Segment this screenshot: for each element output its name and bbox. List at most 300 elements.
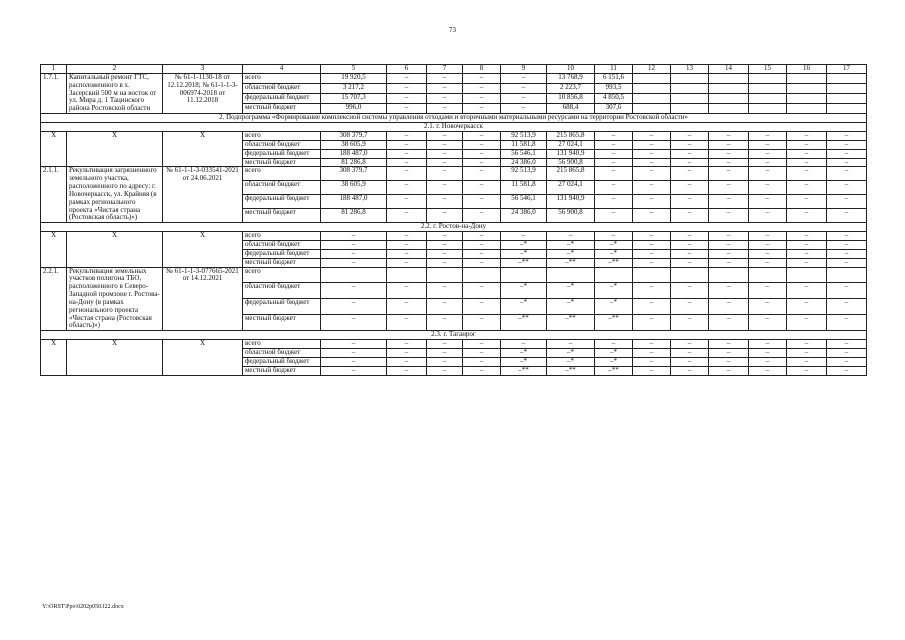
value-cell: 4 850,5 bbox=[595, 94, 633, 104]
value-cell: – bbox=[387, 249, 427, 258]
value-cell: – bbox=[749, 232, 787, 241]
value-cell: – bbox=[387, 283, 427, 299]
value-cell: – bbox=[387, 140, 427, 149]
funding-source-cell: местный бюджет bbox=[243, 366, 321, 375]
value-cell bbox=[749, 267, 787, 283]
value-cell: – bbox=[463, 132, 501, 141]
value-cell: – bbox=[827, 366, 867, 375]
item-name-cell: Х bbox=[67, 340, 163, 375]
value-cell: –* bbox=[501, 241, 547, 250]
value-cell: – bbox=[321, 349, 387, 358]
expertise-doc-cell: № 61-1-1-3-033541-2021 от 24.06.2021 bbox=[163, 167, 243, 223]
value-cell: – bbox=[787, 315, 827, 331]
value-cell bbox=[709, 74, 749, 84]
value-cell: –* bbox=[595, 349, 633, 358]
expertise-doc-cell: № 61-1-1130-18 от 12.12.2018; № 61-1-1-3-006974-2018 от 11.12.2018 bbox=[163, 74, 243, 114]
value-cell bbox=[547, 267, 595, 283]
value-cell: – bbox=[827, 181, 867, 195]
value-cell: – bbox=[787, 283, 827, 299]
value-cell: – bbox=[827, 249, 867, 258]
value-cell: – bbox=[827, 232, 867, 241]
value-cell: – bbox=[787, 258, 827, 267]
item-name-cell: Х bbox=[67, 232, 163, 267]
value-cell: –* bbox=[501, 283, 547, 299]
value-cell bbox=[709, 84, 749, 94]
value-cell bbox=[427, 267, 463, 283]
value-cell: – bbox=[671, 132, 709, 141]
value-cell: – bbox=[463, 181, 501, 195]
value-cell: – bbox=[501, 104, 547, 114]
value-cell bbox=[671, 74, 709, 84]
value-cell: – bbox=[827, 315, 867, 331]
value-cell: – bbox=[427, 349, 463, 358]
value-cell: – bbox=[321, 241, 387, 250]
value-cell: – bbox=[709, 340, 749, 349]
table-row bbox=[41, 74, 867, 84]
item-name-cell: Х bbox=[67, 132, 163, 167]
value-cell: 56 900,8 bbox=[547, 158, 595, 167]
value-cell: – bbox=[633, 132, 671, 141]
value-cell: 688,4 bbox=[547, 104, 595, 114]
value-cell: – bbox=[827, 241, 867, 250]
value-cell: – bbox=[709, 357, 749, 366]
item-number-cell: 1.7.1. bbox=[41, 74, 67, 114]
value-cell: – bbox=[463, 340, 501, 349]
value-cell: –* bbox=[547, 241, 595, 250]
value-cell: –** bbox=[501, 258, 547, 267]
value-cell: 15 707,3 bbox=[321, 94, 387, 104]
value-cell: – bbox=[387, 132, 427, 141]
value-cell: – bbox=[595, 132, 633, 141]
value-cell: – bbox=[671, 349, 709, 358]
table-row bbox=[41, 267, 867, 283]
value-cell: –** bbox=[595, 258, 633, 267]
item-number-cell: Х bbox=[41, 232, 67, 267]
value-cell: – bbox=[749, 357, 787, 366]
value-cell: – bbox=[427, 104, 463, 114]
value-cell bbox=[787, 104, 827, 114]
value-cell: –** bbox=[547, 315, 595, 331]
value-cell: – bbox=[787, 349, 827, 358]
value-cell: – bbox=[595, 340, 633, 349]
value-cell: – bbox=[827, 149, 867, 158]
column-number-cell: 5 bbox=[321, 65, 387, 74]
subprogram-heading-row bbox=[41, 114, 867, 123]
value-cell bbox=[463, 267, 501, 283]
expertise-doc-cell: Х bbox=[163, 340, 243, 375]
value-cell: –* bbox=[547, 299, 595, 315]
value-cell: – bbox=[427, 74, 463, 84]
value-cell: – bbox=[749, 149, 787, 158]
value-cell: – bbox=[321, 366, 387, 375]
value-cell: – bbox=[463, 74, 501, 84]
funding-source-cell: федеральный бюджет bbox=[243, 94, 321, 104]
value-cell: – bbox=[787, 357, 827, 366]
value-cell: – bbox=[633, 181, 671, 195]
value-cell bbox=[787, 267, 827, 283]
city-heading-row bbox=[41, 223, 867, 232]
value-cell: 215 865,8 bbox=[547, 167, 595, 181]
value-cell: – bbox=[787, 249, 827, 258]
value-cell: – bbox=[427, 232, 463, 241]
value-cell: 131 940,9 bbox=[547, 195, 595, 209]
value-cell: – bbox=[387, 158, 427, 167]
column-number-cell: 16 bbox=[787, 65, 827, 74]
city-heading: 2.1. г. Новочеркасск bbox=[41, 123, 867, 132]
value-cell: – bbox=[749, 140, 787, 149]
value-cell: – bbox=[633, 299, 671, 315]
column-number-cell: 17 bbox=[827, 65, 867, 74]
value-cell bbox=[595, 267, 633, 283]
value-cell: – bbox=[427, 84, 463, 94]
value-cell: –* bbox=[501, 357, 547, 366]
funding-source-cell: областной бюджет bbox=[243, 283, 321, 299]
value-cell: – bbox=[547, 232, 595, 241]
value-cell: – bbox=[749, 181, 787, 195]
value-cell: 307,6 bbox=[595, 104, 633, 114]
value-cell bbox=[671, 84, 709, 94]
value-cell: –** bbox=[595, 366, 633, 375]
value-cell bbox=[633, 74, 671, 84]
value-cell: – bbox=[749, 340, 787, 349]
value-cell: –* bbox=[501, 349, 547, 358]
value-cell: – bbox=[709, 232, 749, 241]
value-cell: – bbox=[427, 149, 463, 158]
value-cell: 27 024,1 bbox=[547, 181, 595, 195]
funding-source-cell: местный бюджет bbox=[243, 104, 321, 114]
value-cell: – bbox=[633, 349, 671, 358]
value-cell: 10 856,8 bbox=[547, 94, 595, 104]
funding-source-cell: областной бюджет bbox=[243, 349, 321, 358]
value-cell: – bbox=[749, 349, 787, 358]
value-cell: – bbox=[709, 167, 749, 181]
value-cell: – bbox=[749, 167, 787, 181]
value-cell: – bbox=[709, 140, 749, 149]
value-cell bbox=[827, 104, 867, 114]
value-cell bbox=[671, 94, 709, 104]
value-cell: – bbox=[749, 258, 787, 267]
value-cell: – bbox=[709, 158, 749, 167]
value-cell: – bbox=[321, 357, 387, 366]
table-row bbox=[41, 167, 867, 181]
value-cell: – bbox=[749, 249, 787, 258]
value-cell: – bbox=[709, 209, 749, 223]
item-number-cell: Х bbox=[41, 132, 67, 167]
value-cell: – bbox=[787, 132, 827, 141]
funding-source-cell: местный бюджет bbox=[243, 258, 321, 267]
value-cell bbox=[633, 104, 671, 114]
value-cell: 11 581,8 bbox=[501, 181, 547, 195]
value-cell: – bbox=[463, 241, 501, 250]
value-cell: 19 920,5 bbox=[321, 74, 387, 84]
value-cell: – bbox=[709, 241, 749, 250]
expertise-doc-cell: Х bbox=[163, 132, 243, 167]
value-cell: – bbox=[463, 232, 501, 241]
city-heading: 2.2. г. Ростов-на-Дону bbox=[41, 223, 867, 232]
value-cell: 215 865,8 bbox=[547, 132, 595, 141]
value-cell: – bbox=[709, 283, 749, 299]
value-cell: – bbox=[463, 249, 501, 258]
value-cell: –* bbox=[595, 283, 633, 299]
expertise-doc-cell: № 61-1-1-3-077665-2021 от 14.12.2021 bbox=[163, 267, 243, 331]
value-cell: – bbox=[463, 349, 501, 358]
value-cell bbox=[671, 267, 709, 283]
value-cell: – bbox=[787, 158, 827, 167]
value-cell: – bbox=[787, 241, 827, 250]
value-cell: 993,5 bbox=[595, 84, 633, 94]
table-row bbox=[41, 132, 867, 141]
value-cell: – bbox=[671, 249, 709, 258]
funding-source-cell: местный бюджет bbox=[243, 315, 321, 331]
value-cell: 38 605,9 bbox=[321, 140, 387, 149]
value-cell: – bbox=[749, 366, 787, 375]
value-cell: –** bbox=[501, 366, 547, 375]
value-cell: 996,0 bbox=[321, 104, 387, 114]
value-cell: – bbox=[671, 315, 709, 331]
value-cell bbox=[749, 104, 787, 114]
funding-source-cell: местный бюджет bbox=[243, 209, 321, 223]
value-cell: – bbox=[427, 357, 463, 366]
column-number-row bbox=[41, 65, 867, 74]
value-cell: – bbox=[427, 167, 463, 181]
value-cell: 38 605,9 bbox=[321, 181, 387, 195]
value-cell: –* bbox=[501, 299, 547, 315]
value-cell: 27 024,1 bbox=[547, 140, 595, 149]
column-number-cell: 9 bbox=[501, 65, 547, 74]
value-cell: – bbox=[387, 149, 427, 158]
value-cell bbox=[671, 104, 709, 114]
value-cell: – bbox=[427, 258, 463, 267]
value-cell bbox=[787, 94, 827, 104]
funding-source-cell: федеральный бюджет bbox=[243, 195, 321, 209]
value-cell: – bbox=[827, 258, 867, 267]
value-cell: – bbox=[671, 158, 709, 167]
value-cell: 188 487,0 bbox=[321, 149, 387, 158]
value-cell: – bbox=[321, 315, 387, 331]
value-cell: – bbox=[827, 209, 867, 223]
value-cell: – bbox=[387, 299, 427, 315]
value-cell: – bbox=[387, 340, 427, 349]
value-cell bbox=[827, 94, 867, 104]
value-cell: – bbox=[749, 283, 787, 299]
value-cell: – bbox=[787, 209, 827, 223]
value-cell: 24 386,0 bbox=[501, 209, 547, 223]
value-cell: – bbox=[321, 299, 387, 315]
value-cell: 92 513,9 bbox=[501, 167, 547, 181]
value-cell: –* bbox=[547, 357, 595, 366]
expertise-doc-cell: Х bbox=[163, 232, 243, 267]
value-cell: 308 379,7 bbox=[321, 132, 387, 141]
city-heading-row bbox=[41, 331, 867, 340]
value-cell: – bbox=[671, 258, 709, 267]
value-cell: – bbox=[827, 158, 867, 167]
value-cell: – bbox=[787, 299, 827, 315]
value-cell: – bbox=[671, 140, 709, 149]
value-cell: – bbox=[709, 349, 749, 358]
value-cell: – bbox=[749, 195, 787, 209]
column-number-cell: 3 bbox=[163, 65, 243, 74]
value-cell: – bbox=[787, 232, 827, 241]
value-cell: – bbox=[633, 340, 671, 349]
value-cell: – bbox=[427, 299, 463, 315]
value-cell: – bbox=[671, 283, 709, 299]
value-cell: – bbox=[633, 241, 671, 250]
value-cell: – bbox=[387, 209, 427, 223]
item-name-cell: Рекультивация земельных участков полигона ТБО, расположенного в Северо-Западной промзоне г. Ростова-на-Дону (в рамках регионального проекта «Чистая страна (Ростовская область)») bbox=[67, 267, 163, 331]
funding-source-cell: федеральный бюджет bbox=[243, 249, 321, 258]
value-cell: – bbox=[463, 94, 501, 104]
value-cell: – bbox=[427, 132, 463, 141]
value-cell: – bbox=[787, 181, 827, 195]
value-cell: –* bbox=[595, 299, 633, 315]
value-cell: – bbox=[463, 315, 501, 331]
value-cell: – bbox=[427, 209, 463, 223]
value-cell: – bbox=[671, 366, 709, 375]
column-number-cell: 13 bbox=[671, 65, 709, 74]
value-cell: – bbox=[463, 140, 501, 149]
value-cell: – bbox=[387, 315, 427, 331]
value-cell: – bbox=[709, 195, 749, 209]
value-cell: – bbox=[749, 241, 787, 250]
value-cell: – bbox=[709, 149, 749, 158]
value-cell: 188 487,0 bbox=[321, 195, 387, 209]
value-cell: – bbox=[387, 349, 427, 358]
value-cell: – bbox=[427, 140, 463, 149]
value-cell: – bbox=[427, 283, 463, 299]
value-cell: – bbox=[595, 167, 633, 181]
value-cell: – bbox=[787, 340, 827, 349]
column-number-cell: 2 bbox=[67, 65, 163, 74]
value-cell: – bbox=[671, 167, 709, 181]
table-row bbox=[41, 340, 867, 349]
value-cell: – bbox=[633, 258, 671, 267]
value-cell bbox=[387, 267, 427, 283]
value-cell: – bbox=[463, 366, 501, 375]
value-cell: – bbox=[633, 149, 671, 158]
funding-source-cell: всего bbox=[243, 74, 321, 84]
funding-source-cell: всего bbox=[243, 340, 321, 349]
value-cell bbox=[749, 94, 787, 104]
funding-source-cell: местный бюджет bbox=[243, 158, 321, 167]
value-cell: 81 286,8 bbox=[321, 209, 387, 223]
value-cell: – bbox=[633, 283, 671, 299]
value-cell: – bbox=[387, 94, 427, 104]
value-cell: – bbox=[463, 158, 501, 167]
value-cell: – bbox=[387, 232, 427, 241]
value-cell: – bbox=[749, 315, 787, 331]
value-cell: – bbox=[427, 241, 463, 250]
value-cell bbox=[827, 74, 867, 84]
value-cell bbox=[709, 267, 749, 283]
value-cell: – bbox=[633, 195, 671, 209]
funding-source-cell: федеральный бюджет bbox=[243, 149, 321, 158]
value-cell: 3 217,2 bbox=[321, 84, 387, 94]
value-cell: 92 513,9 bbox=[501, 132, 547, 141]
value-cell: – bbox=[595, 140, 633, 149]
column-number-cell: 4 bbox=[243, 65, 321, 74]
value-cell: – bbox=[427, 340, 463, 349]
value-cell: – bbox=[633, 232, 671, 241]
column-number-cell: 8 bbox=[463, 65, 501, 74]
city-heading-row bbox=[41, 123, 867, 132]
value-cell: – bbox=[749, 209, 787, 223]
value-cell: – bbox=[427, 249, 463, 258]
value-cell: – bbox=[633, 315, 671, 331]
value-cell: 131 940,9 bbox=[547, 149, 595, 158]
value-cell: – bbox=[387, 195, 427, 209]
value-cell: – bbox=[501, 84, 547, 94]
value-cell: – bbox=[501, 232, 547, 241]
value-cell: – bbox=[633, 366, 671, 375]
value-cell: – bbox=[749, 132, 787, 141]
value-cell: – bbox=[463, 149, 501, 158]
value-cell: –* bbox=[501, 249, 547, 258]
value-cell: – bbox=[827, 195, 867, 209]
value-cell: – bbox=[463, 283, 501, 299]
funding-source-cell: областной бюджет bbox=[243, 181, 321, 195]
value-cell: – bbox=[595, 195, 633, 209]
value-cell: – bbox=[321, 340, 387, 349]
value-cell: – bbox=[387, 357, 427, 366]
value-cell bbox=[633, 94, 671, 104]
funding-source-cell: всего bbox=[243, 132, 321, 141]
value-cell: – bbox=[463, 195, 501, 209]
value-cell: – bbox=[827, 167, 867, 181]
value-cell: – bbox=[633, 140, 671, 149]
value-cell: – bbox=[749, 158, 787, 167]
value-cell: – bbox=[709, 132, 749, 141]
value-cell: –** bbox=[547, 258, 595, 267]
value-cell: 11 581,8 bbox=[501, 140, 547, 149]
value-cell bbox=[633, 84, 671, 94]
subprogram-heading: 2. Подпрограмма «Формирование комплексной системы управления отходами и вторичными материальными ресурсами на территории Ростовской области» bbox=[41, 114, 867, 123]
city-heading: 2.3. г. Таганрог bbox=[41, 331, 867, 340]
value-cell: – bbox=[321, 283, 387, 299]
funding-source-cell: федеральный бюджет bbox=[243, 357, 321, 366]
value-cell: – bbox=[827, 299, 867, 315]
value-cell: 56 900,8 bbox=[547, 209, 595, 223]
value-cell: – bbox=[463, 167, 501, 181]
value-cell: –* bbox=[547, 349, 595, 358]
item-number-cell: 2.2.1. bbox=[41, 267, 67, 331]
value-cell: –* bbox=[595, 357, 633, 366]
column-number-cell: 6 bbox=[387, 65, 427, 74]
value-cell bbox=[787, 74, 827, 84]
value-cell: – bbox=[709, 181, 749, 195]
value-cell: – bbox=[463, 357, 501, 366]
file-path-footer: Y:\ORST\Ppo\0202p050.f22.docx bbox=[42, 604, 124, 610]
value-cell: – bbox=[633, 249, 671, 258]
value-cell: – bbox=[633, 158, 671, 167]
value-cell: – bbox=[827, 357, 867, 366]
value-cell bbox=[787, 84, 827, 94]
value-cell: 56 546,1 bbox=[501, 195, 547, 209]
value-cell: – bbox=[709, 366, 749, 375]
value-cell: – bbox=[671, 195, 709, 209]
value-cell: – bbox=[387, 181, 427, 195]
value-cell: – bbox=[671, 149, 709, 158]
value-cell: – bbox=[387, 241, 427, 250]
column-number-cell: 1 bbox=[41, 65, 67, 74]
value-cell: – bbox=[595, 209, 633, 223]
value-cell: – bbox=[463, 258, 501, 267]
value-cell bbox=[749, 84, 787, 94]
value-cell: – bbox=[387, 167, 427, 181]
value-cell: – bbox=[827, 132, 867, 141]
page-number: 73 bbox=[449, 26, 456, 34]
value-cell: – bbox=[709, 299, 749, 315]
value-cell: – bbox=[787, 195, 827, 209]
